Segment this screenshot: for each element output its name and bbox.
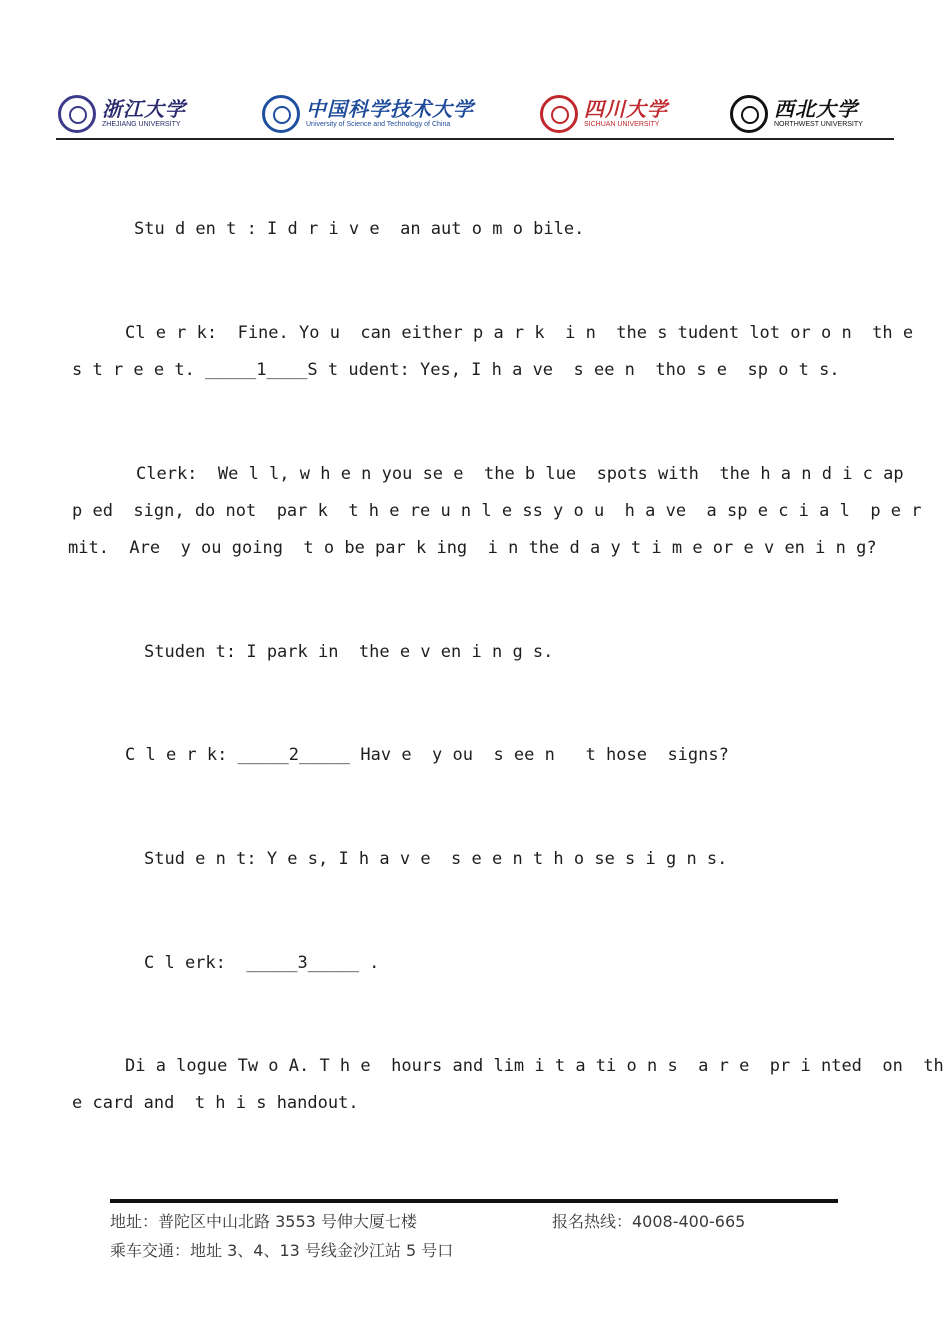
footer-divider bbox=[110, 1199, 838, 1203]
ustc-logo bbox=[262, 92, 474, 136]
dialogue-line: Di a logue Tw o A. T h e hours and lim i t a ti o n s a r e pr i nted on th bbox=[125, 1056, 944, 1076]
northwest-university-logo bbox=[730, 92, 863, 136]
footer-transit: 乘车交通：地址 3、4、13 号线金沙江站 5 号口 bbox=[110, 1241, 454, 1260]
sichuan-university-seal-icon bbox=[540, 95, 578, 133]
logo-name-en: ZHEJIANG UNIVERSITY bbox=[102, 121, 181, 128]
logo-name-cn: 西北大学 bbox=[774, 97, 858, 121]
logo-name-cn: 四川大学 bbox=[584, 97, 668, 121]
dialogue-line: s t r e e t. _____1____S t udent: Yes, I h a ve s ee n tho s e sp o t s. bbox=[72, 360, 840, 380]
logo-name-cn: 浙江大学 bbox=[102, 97, 186, 121]
dialogue-line: e card and t h i s handout. bbox=[72, 1093, 359, 1113]
dialogue-line: Clerk: We l l, w h e n you se e the b lue spots with the h a n d i c ap bbox=[136, 464, 904, 484]
zhejiang-university-logo bbox=[58, 92, 186, 136]
footer-address: 地址：普陀区中山北路 3553 号伸大厦七楼 bbox=[110, 1212, 417, 1231]
dialogue-line: mit. Are y ou going t o be par k ing i n the d a y t i m e or e v en i n g? bbox=[68, 538, 877, 558]
dialogue-line: p ed sign, do not par k t h e re u n l e ss y o u h a ve a sp e c i a l p e r bbox=[72, 501, 922, 521]
dialogue-line: Cl e r k: Fine. Yo u can either p a r k i n the s tudent lot or o n th e bbox=[125, 323, 914, 343]
zhejiang-university-seal-icon bbox=[58, 95, 96, 133]
dialogue-line: Stud e n t: Y e s, I h a v e s e e n t h o se s i g n s. bbox=[144, 849, 728, 869]
dialogue-line: Stu d en t : I d r i v e an aut o m o bile. bbox=[134, 219, 585, 239]
header-divider bbox=[56, 138, 894, 140]
northwest-university-seal-icon bbox=[730, 95, 768, 133]
dialogue-line: C l e r k: _____2_____ Hav e y ou s ee n t hose signs? bbox=[125, 745, 729, 765]
university-logo-header bbox=[56, 88, 894, 140]
logo-name-en: University of Science and Technology of China bbox=[306, 121, 451, 128]
logo-name-en: NORTHWEST UNIVERSITY bbox=[774, 121, 863, 128]
ustc-seal-icon bbox=[262, 95, 300, 133]
logo-name-cn: 中国科学技术大学 bbox=[306, 97, 474, 121]
logo-name-en: SICHUAN UNIVERSITY bbox=[584, 121, 660, 128]
dialogue-line: Studen t: I park in the e v en i n g s. bbox=[144, 642, 554, 662]
footer-hotline: 报名热线：4008-400-665 bbox=[552, 1212, 746, 1231]
sichuan-university-logo bbox=[540, 92, 668, 136]
dialogue-line: C l erk: _____3_____ . bbox=[144, 953, 380, 973]
